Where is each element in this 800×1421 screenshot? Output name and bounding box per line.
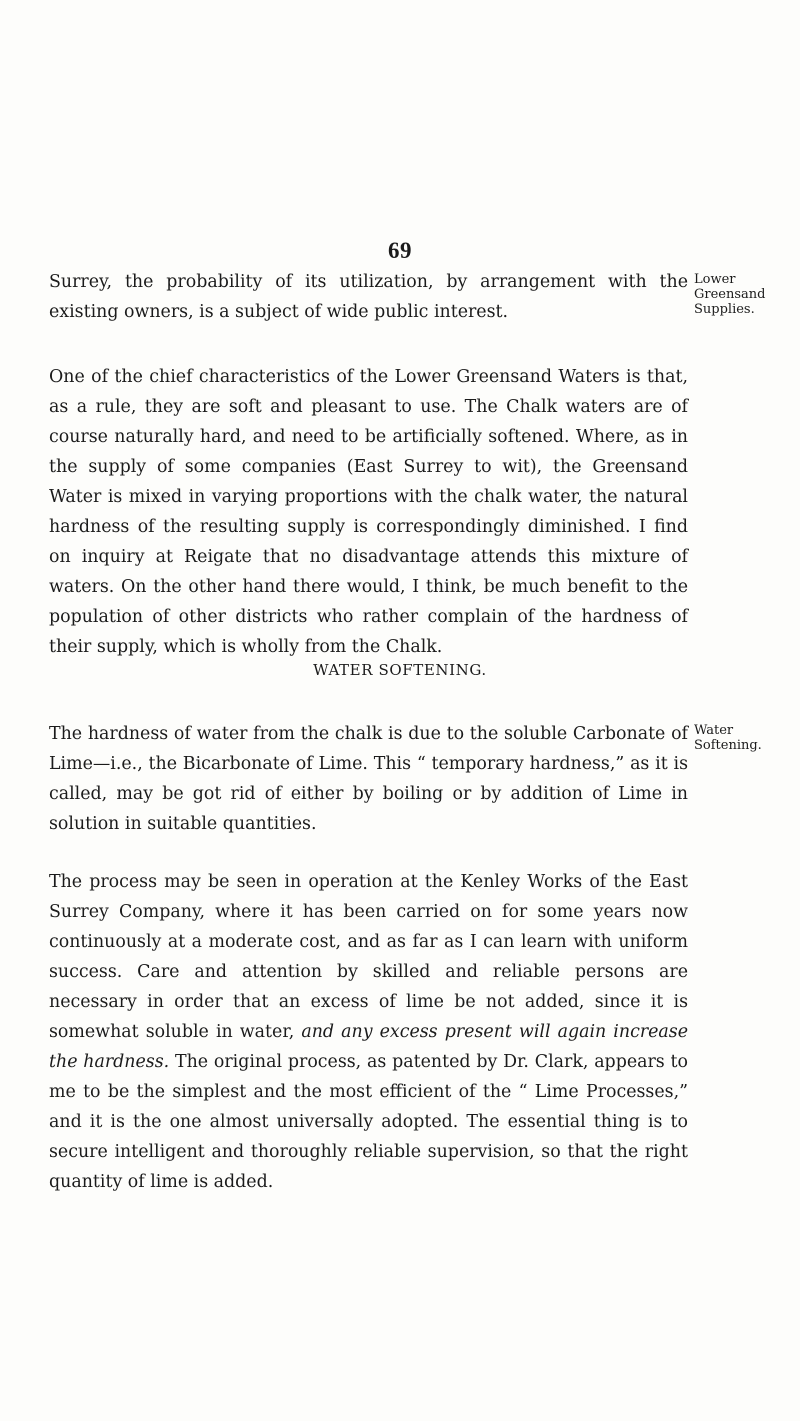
margin-note-line: Water: [694, 723, 734, 738]
paragraph-1: Surrey, the probability of its utilization, by arrangement with the existing owners, is a subject of wide public interest.: [49, 272, 688, 322]
margin-note-line: Lower: [694, 272, 736, 287]
margin-note-line: Greensand: [694, 287, 766, 302]
paragraph-4-italic: and any excess present will again increase the hardness.: [49, 1022, 689, 1072]
paragraph-4-text: The process may be seen in operation at the Kenley Works of the East Surrey Company, where it has been carried on for some years now continuously at a moderate cost, and as far as I can learn with uniform success. Care and attention by skilled and reliable persons are necessary in order that an excess of lime be not added, since it is somewhat soluble in water,: [49, 872, 688, 1042]
paragraph-4: [49, 867, 688, 1197]
paragraph-3: The hardness of water from the chalk is due to the soluble Carbonate of Lime—i.e., the Bicarbonate of Lime. This “ temporary hardness,” as it is called, may be got rid of either by boiling or by addition of Lime in solution in suitable quantities.: [49, 724, 688, 834]
margin-note-line: Supplies.: [694, 302, 755, 317]
margin-note-line: Softening.: [694, 738, 762, 753]
paragraph-2: One of the chief characteristics of the Lower Greensand Waters is that, as a rule, they are soft and pleasant to use. The Chalk waters are of course naturally hard, and need to be artificially softened. Where, as in the supply of some companies (East Surrey to wit), the Greensand Water is mixed in varying proportions with the chalk water, the natural hardness of the resulting supply is correspondingly diminished. I find on inquiry at Reigate that no disadvantage attends this mixture of waters. On the other hand there would, I think, be much benefit to the population of other districts who rather complain of the hardness of their supply, which is wholly from the Chalk.: [49, 367, 688, 657]
margin-note-lower-greensand-supplies: [694, 272, 794, 317]
paragraph-4-text-end: The original process, as patented by Dr. Clark, appears to me to be the simplest and the most efficient of the “ Lime Processes,” and it is the one almost universally adopted. The essential thing is to secure intelligent and thoroughly reliable supervision, so that the right quantity of lime is added.: [49, 1052, 688, 1192]
section-heading: WATER SOFTENING.: [313, 661, 487, 679]
page-number: 69: [388, 238, 412, 263]
margin-note-water-softening: [694, 723, 794, 753]
